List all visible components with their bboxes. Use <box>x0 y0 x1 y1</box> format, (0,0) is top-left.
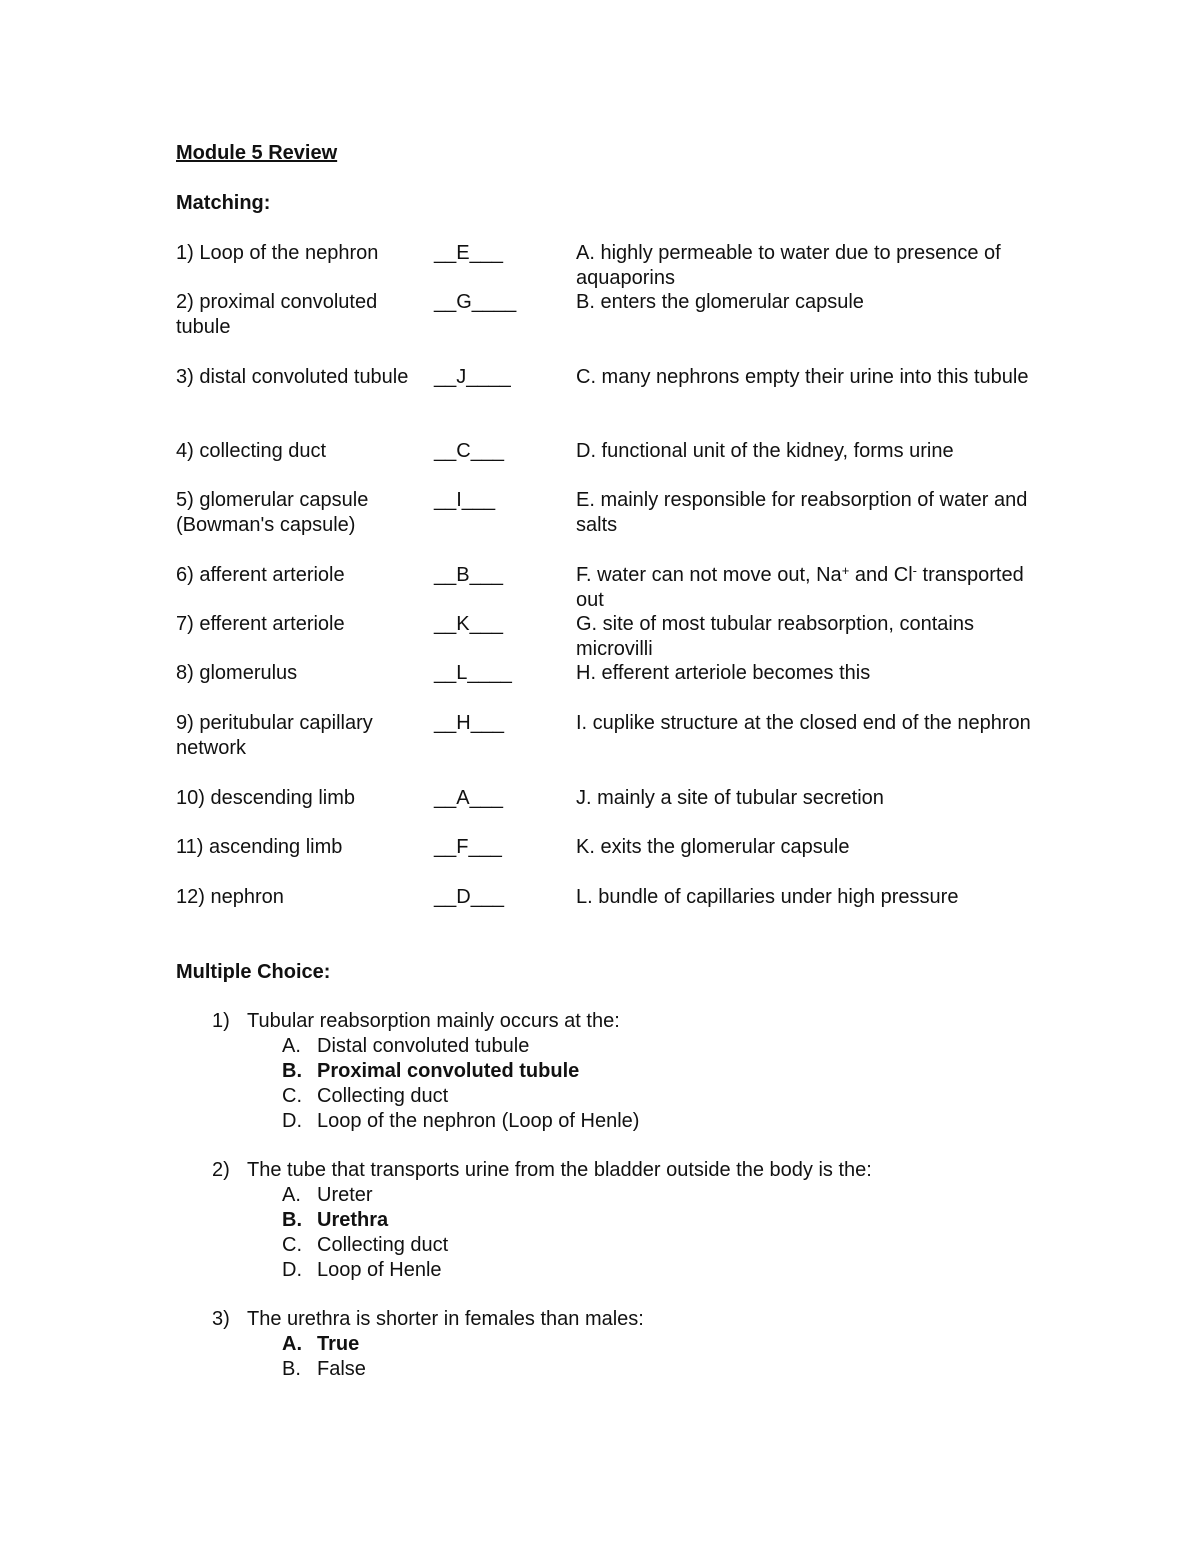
superscript-plus: + <box>841 563 850 578</box>
matching-definition: K. exits the glomerular capsule <box>576 836 850 858</box>
matching-term: 4) collecting duct <box>176 440 327 462</box>
option-letter: D. <box>282 1259 302 1281</box>
matching-definition: C. many nephrons empty their urine into this tubule <box>576 366 1029 388</box>
matching-answer: __B___ <box>434 564 503 586</box>
matching-answer: __F___ <box>434 836 502 858</box>
option-letter: A. <box>282 1184 301 1206</box>
matching-definition: B. enters the glomerular capsule <box>576 291 864 313</box>
option-letter: B. <box>282 1358 301 1380</box>
matching-term: 7) efferent arteriole <box>176 613 345 635</box>
multiple-choice-heading: Multiple Choice: <box>176 961 331 983</box>
matching-definition: D. functional unit of the kidney, forms urine <box>576 440 954 462</box>
matching-answer: __D___ <box>434 886 505 908</box>
definition-text: F. water can not move out, Na <box>576 564 842 586</box>
matching-answer: __G____ <box>434 291 517 313</box>
option-letter: A. <box>282 1333 302 1355</box>
mc-option <box>282 1258 442 1283</box>
matching-heading: Matching: <box>176 192 271 214</box>
question-number: 3) <box>212 1308 230 1330</box>
option-text: Loop of the nephron (Loop of Henle) <box>317 1110 640 1132</box>
mc-option <box>282 1183 373 1208</box>
mc-option <box>282 1233 448 1258</box>
question-text: Tubular reabsorption mainly occurs at the: <box>247 1010 620 1032</box>
matching-answer: __I___ <box>434 489 496 511</box>
matching-term: 3) distal convoluted tubule <box>176 366 409 388</box>
option-letter: A. <box>282 1035 301 1057</box>
definition-text: transported out <box>576 564 1024 611</box>
mc-option <box>282 1084 448 1109</box>
matching-answer: __J____ <box>434 366 511 388</box>
mc-option <box>282 1109 639 1134</box>
option-text: Distal convoluted tubule <box>317 1035 530 1057</box>
option-text: Collecting duct <box>317 1234 449 1256</box>
option-text: Urethra <box>317 1209 389 1231</box>
matching-term: 11) ascending limb <box>176 836 343 858</box>
matching-answer: __C___ <box>434 440 505 462</box>
option-letter: B. <box>282 1209 302 1231</box>
matching-term: 10) descending limb <box>176 787 355 809</box>
matching-definition <box>576 563 1036 613</box>
option-text: Loop of Henle <box>317 1259 442 1281</box>
option-text: Proximal convoluted tubule <box>317 1060 580 1082</box>
matching-answer: __K___ <box>434 613 503 635</box>
matching-term: 6) afferent arteriole <box>176 564 345 586</box>
mc-option <box>282 1357 366 1382</box>
matching-answer: __L____ <box>434 662 512 684</box>
option-text: Collecting duct <box>317 1085 449 1107</box>
question-text: The urethra is shorter in females than males: <box>247 1308 644 1330</box>
superscript-minus: - <box>912 563 917 578</box>
option-text: Ureter <box>317 1184 373 1206</box>
matching-term: 5) glomerular capsule (Bowman's capsule) <box>176 489 369 536</box>
question-number: 2) <box>212 1159 230 1181</box>
definition-text: and Cl <box>849 564 913 586</box>
matching-term: 12) nephron <box>176 886 284 908</box>
question-number: 1) <box>212 1010 230 1032</box>
option-letter: C. <box>282 1085 302 1107</box>
matching-definition: A. highly permeable to water due to presence of aquaporins <box>576 242 1001 289</box>
option-text: False <box>317 1358 366 1380</box>
option-text: True <box>317 1333 360 1355</box>
mc-option <box>282 1034 529 1059</box>
matching-definition: G. site of most tubular reabsorption, contains microvilli <box>576 613 974 660</box>
matching-definition: J. mainly a site of tubular secretion <box>576 787 884 809</box>
option-letter: D. <box>282 1110 302 1132</box>
page-title: Module 5 Review <box>176 142 338 164</box>
mc-option-correct <box>282 1208 388 1233</box>
matching-definition: E. mainly responsible for reabsorption of water and salts <box>576 489 1028 536</box>
mc-option-correct <box>282 1332 359 1357</box>
matching-term: 9) peritubular capillary network <box>176 712 373 759</box>
matching-answer: __E___ <box>434 242 503 264</box>
matching-term: 2) proximal convoluted tubule <box>176 291 378 338</box>
option-letter: C. <box>282 1234 302 1256</box>
option-letter: B. <box>282 1060 302 1082</box>
matching-term: 1) Loop of the nephron <box>176 242 379 264</box>
question-text: The tube that transports urine from the bladder outside the body is the: <box>247 1159 872 1181</box>
matching-term: 8) glomerulus <box>176 662 298 684</box>
mc-option-correct <box>282 1059 579 1084</box>
matching-answer: __A___ <box>434 787 503 809</box>
matching-answer: __H___ <box>434 712 505 734</box>
matching-definition: H. efferent arteriole becomes this <box>576 662 871 684</box>
matching-definition: I. cuplike structure at the closed end of the nephron <box>576 712 1031 734</box>
matching-definition: L. bundle of capillaries under high pressure <box>576 886 959 908</box>
